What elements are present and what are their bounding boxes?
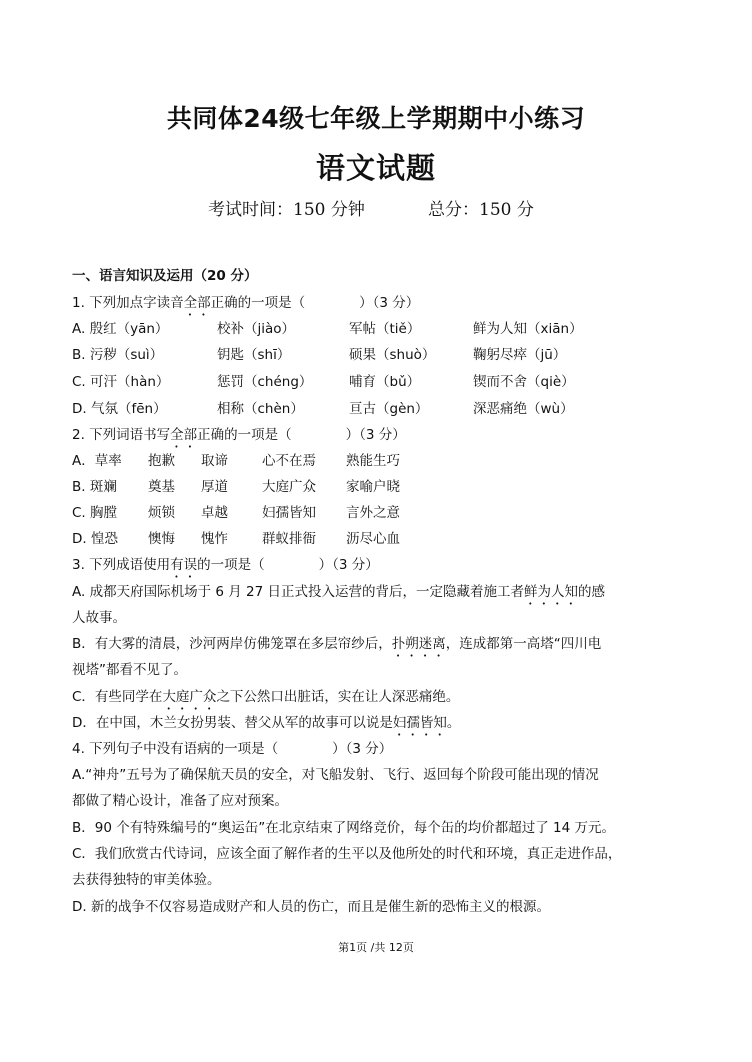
q2-option-c-4: 妇孺皆知 — [262, 505, 316, 521]
q2-option-d-4: 群蚁排衙 — [262, 531, 316, 547]
q3-d-text: 。 — [446, 715, 461, 731]
q4-option-b: B．90 个有特殊编号的“奥运缶”在北京结束了网络竞价，每个缶的均价都超过了 14 万元。 — [72, 820, 615, 836]
q4-option-a-line1: A.“神舟”五号为了确保航天员的安全，对飞船发射、飞行、返回每个阶段可能出现的情况 — [72, 767, 599, 783]
q1-option-b-4: 鞠躬尽瘁（jū） — [473, 347, 567, 363]
q2-option-c-1: C. 胸膛 — [72, 505, 118, 521]
q2-option-c-3: 卓越 — [201, 505, 228, 521]
q3-option-a-line2: 人故事。 — [72, 610, 126, 626]
q2-option-c-2: 烦锁 — [148, 505, 175, 521]
q3-a-text: 的感 — [578, 584, 606, 600]
q2-option-a-3: 取谛 — [201, 453, 228, 469]
q1-option-c-2: 惩罚（chéng） — [217, 374, 313, 390]
q3-stem-part: 3. 下列成语使用 — [72, 557, 171, 573]
q3-option-c — [72, 685, 459, 713]
q1-option-a-1: A. 殷红（yān） — [72, 321, 169, 337]
q4-option-c-line1: C．我们欣赏古代诗词，应该全面了解作者的生平以及他所处的时代和环境，真正走进作品， — [72, 846, 622, 862]
q2-option-d-2: 懊悔 — [148, 531, 175, 547]
q1-stem-part: 正确的一项是（ ）（3 分） — [210, 295, 420, 311]
q2-option-b-5: 家喻户晓 — [346, 479, 400, 495]
q2-option-b-1: B. 斑斓 — [72, 479, 117, 495]
q3-b-text: ，连成都第一高塔“四川电 — [445, 636, 602, 652]
q1-option-d-3: 亘古（gèn） — [349, 401, 429, 417]
q2-stem-emphasis: 全部 — [170, 427, 198, 443]
section-heading: 一、语言知识及运用（20 分） — [72, 268, 258, 284]
q3-a-text: A. 成都天府国际机场于 6 月 27 日正式投入运营的背后，一定隐藏着施工者 — [72, 584, 525, 600]
exam-time: 考试时间：150 分钟 — [208, 200, 365, 220]
q2-option-b-3: 厚道 — [201, 479, 228, 495]
q2-option-b-2: 奠基 — [148, 479, 175, 495]
q1-option-b-1: B. 污秽（suì） — [72, 347, 164, 363]
q3-option-b-line1 — [72, 632, 601, 660]
q3-c-text: C．有些同学在 — [72, 689, 163, 705]
q1-stem-part: 1. 下列加点字读音 — [72, 295, 184, 311]
q3-stem-emphasis: 有误 — [170, 557, 198, 573]
q2-option-a-5: 熟能生巧 — [346, 453, 400, 469]
q1-option-a-2: 校补（jiào） — [217, 321, 296, 337]
q2-option-a-2: 抱歉 — [148, 453, 175, 469]
q4-option-c-line2: 去获得独特的审美体验。 — [72, 872, 221, 888]
q2-stem-part: 正确的一项是（ ）（3 分） — [197, 427, 406, 443]
page-number: 第1页 /共 12页 — [338, 941, 414, 954]
question-2-stem — [72, 423, 406, 451]
q1-option-d-2: 相称（chèn） — [217, 401, 304, 417]
q2-option-a-1: A．草率 — [72, 453, 122, 469]
q1-option-c-3: 哺育（bǔ） — [349, 374, 421, 390]
q3-option-a-line1 — [72, 580, 605, 608]
q2-option-b-4: 大庭广众 — [262, 479, 316, 495]
q1-option-a-3: 军帖（tiě） — [349, 321, 421, 337]
question-1-stem — [72, 291, 419, 319]
exam-subject-title: 语文试题 — [315, 151, 436, 185]
q1-option-a-4: 鲜为人知（xiān） — [473, 321, 583, 337]
total-score: 总分：150 分 — [428, 200, 534, 220]
exam-title: 共同体24级七年级上学期期中小练习 — [166, 104, 586, 133]
q1-option-d-1: D. 气氛（fēn） — [72, 401, 167, 417]
q1-option-c-4: 锲而不舍（qiè） — [473, 374, 575, 390]
q4-option-a-line2: 都做了精心设计，准备了应对预案。 — [72, 793, 288, 809]
q3-b-idiom: 扑朔迷离 — [391, 636, 446, 652]
q1-option-b-3: 硕果（shuò） — [349, 347, 436, 363]
q1-option-c-1: C. 可汗（hàn） — [72, 374, 170, 390]
q3-option-b-line2: 视塔”都看不见了。 — [72, 662, 187, 678]
q3-c-idiom: 大庭广众 — [162, 689, 217, 705]
question-4-stem: 4. 下列句子中没有语病的一项是（ ）（3 分） — [72, 741, 393, 757]
q2-option-d-5: 沥尽心血 — [346, 531, 400, 547]
q3-d-text: D．在中国，木兰女扮男装、替父从军的故事可以说是 — [72, 715, 393, 731]
q3-a-idiom: 鲜为人知 — [524, 584, 579, 600]
q1-option-b-2: 钥匙（shī） — [217, 347, 291, 363]
q2-option-d-1: D. 惶恐 — [72, 531, 118, 547]
q3-b-text: B．有大雾的清晨，沙河两岸仿佛笼罩在多层帘纱后， — [72, 636, 392, 652]
q2-stem-part: 2. 下列词语书写 — [72, 427, 171, 443]
q3-option-d — [72, 711, 460, 739]
q2-option-c-5: 言外之意 — [346, 505, 400, 521]
q3-d-idiom: 妇孺皆知 — [392, 715, 447, 731]
q2-option-d-3: 愧怍 — [201, 531, 228, 547]
q1-option-d-4: 深恶痛绝（wù） — [473, 401, 574, 417]
q3-c-text: 之下公然口出脏话，实在让人深恶痛绝。 — [216, 689, 460, 705]
q1-stem-emphasis: 全部 — [183, 295, 211, 311]
q3-stem-part: 的一项是（ ）（3 分） — [197, 557, 379, 573]
q2-option-a-4: 心不在焉 — [262, 453, 316, 469]
question-3-stem — [72, 553, 379, 581]
q4-option-d: D. 新的战争不仅容易造成财产和人员的伤亡，而且是催生新的恐怖主义的根源。 — [72, 899, 550, 915]
